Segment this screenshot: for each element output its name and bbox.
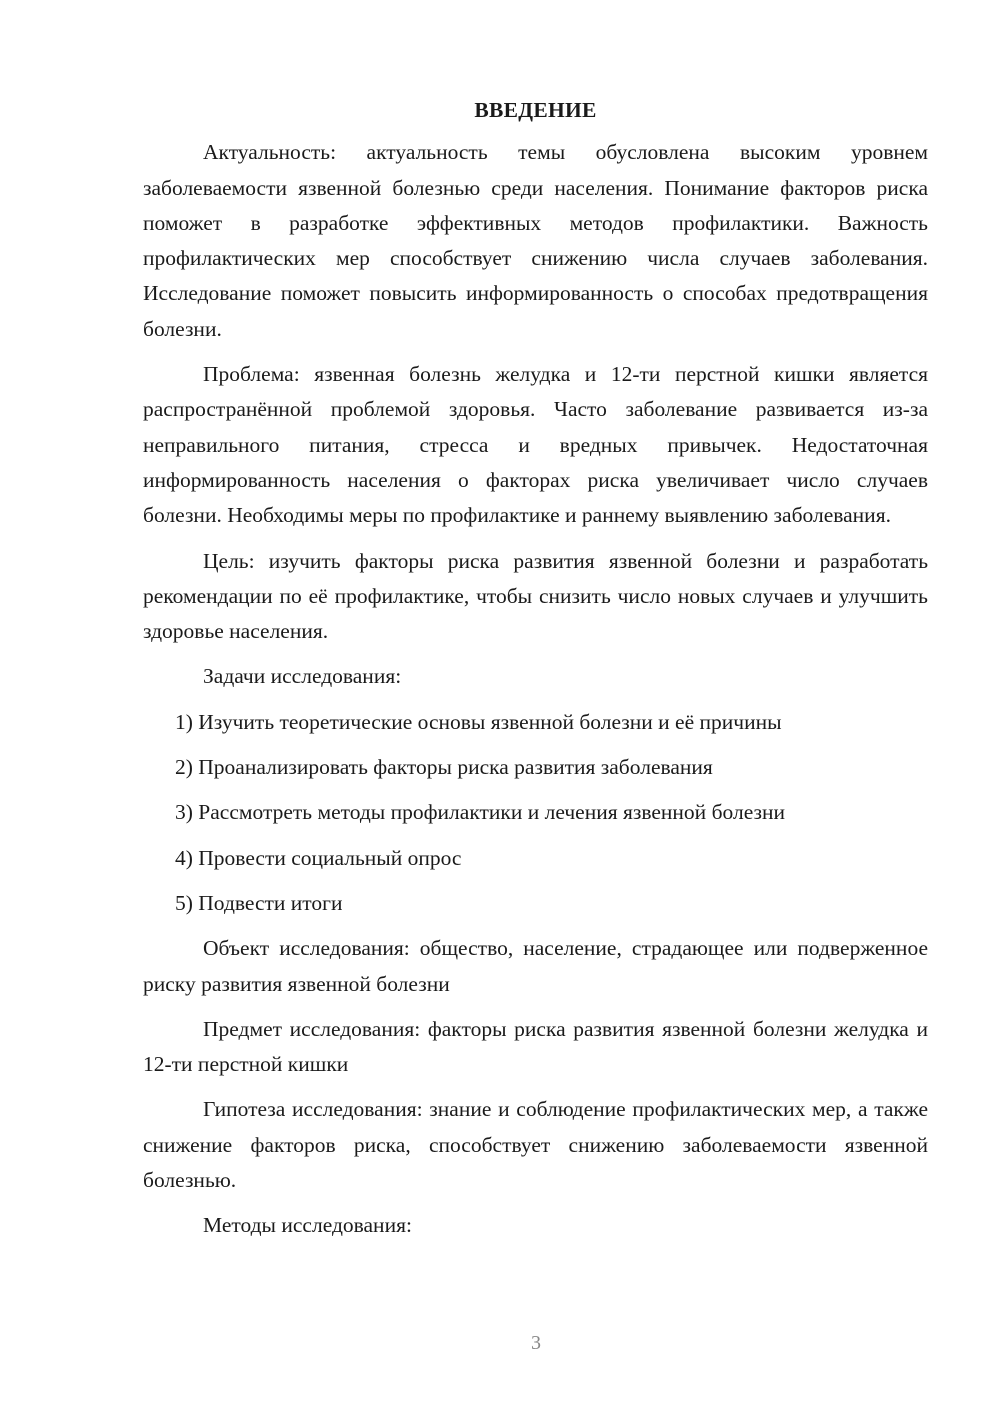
task-item: 3) Рассмотреть методы профилактики и лечения язвенной болезни <box>175 800 786 825</box>
task-item: 2) Проанализировать факторы риска развития заболевания <box>175 755 713 780</box>
task-item: 4) Провести социальный опрос <box>175 845 462 870</box>
methods-title: Методы исследования: <box>203 1213 412 1238</box>
subject-paragraph: Предмет исследования: факторы риска развития язвенной болезни желудка и 12-ти перстной кишки <box>143 1016 928 1077</box>
hypothesis-paragraph: Гипотеза исследования: знание и соблюдение профилактических мер, а также снижение факторов риска, способствует снижению заболеваемости язвенной болезнью. <box>143 1097 928 1193</box>
section-heading: ВВЕДЕНИЕ <box>474 98 597 122</box>
tasks-list <box>143 705 928 921</box>
object-paragraph: Объект исследования: общество, население, страдающее или подверженное риску развития язвенной болезни <box>143 936 928 996</box>
page-number: 3 <box>531 1332 541 1354</box>
task-item: 5) Подвести итоги <box>175 890 343 915</box>
problem-paragraph: Проблема: язвенная болезнь желудка и 12-ти перстной кишки является распространённой проблемой здоровья. Часто заболевание развивается из-за неправильного питания, стресса и вредных привычек. Недостаточная информированность населения о факторах риска увеличивает число случаев болезни. Необходимы меры по профилактике и раннему выявлению заболевания. <box>143 362 928 528</box>
goal-paragraph: Цель: изучить факторы риска развития язвенной болезни и разработать рекомендации по её профилактике, чтобы снизить число новых случаев и улучшить здоровье населения. <box>143 548 928 644</box>
task-item: 1) Изучить теоретические основы язвенной болезни и её причины <box>175 709 782 734</box>
tasks-title: Задачи исследования: <box>203 664 402 689</box>
relevance-paragraph: Актуальность: актуальность темы обусловлена высоким уровнем заболеваемости язвенной болезнью среди населения. Понимание факторов риска поможет в разработке эффективных методов профилактики. Важность профилактических мер способствует снижению числа случаев заболевания. Исследование поможет повысить информированность о способах предотвращения болезни. <box>143 140 928 341</box>
document-page <box>143 93 928 1254</box>
